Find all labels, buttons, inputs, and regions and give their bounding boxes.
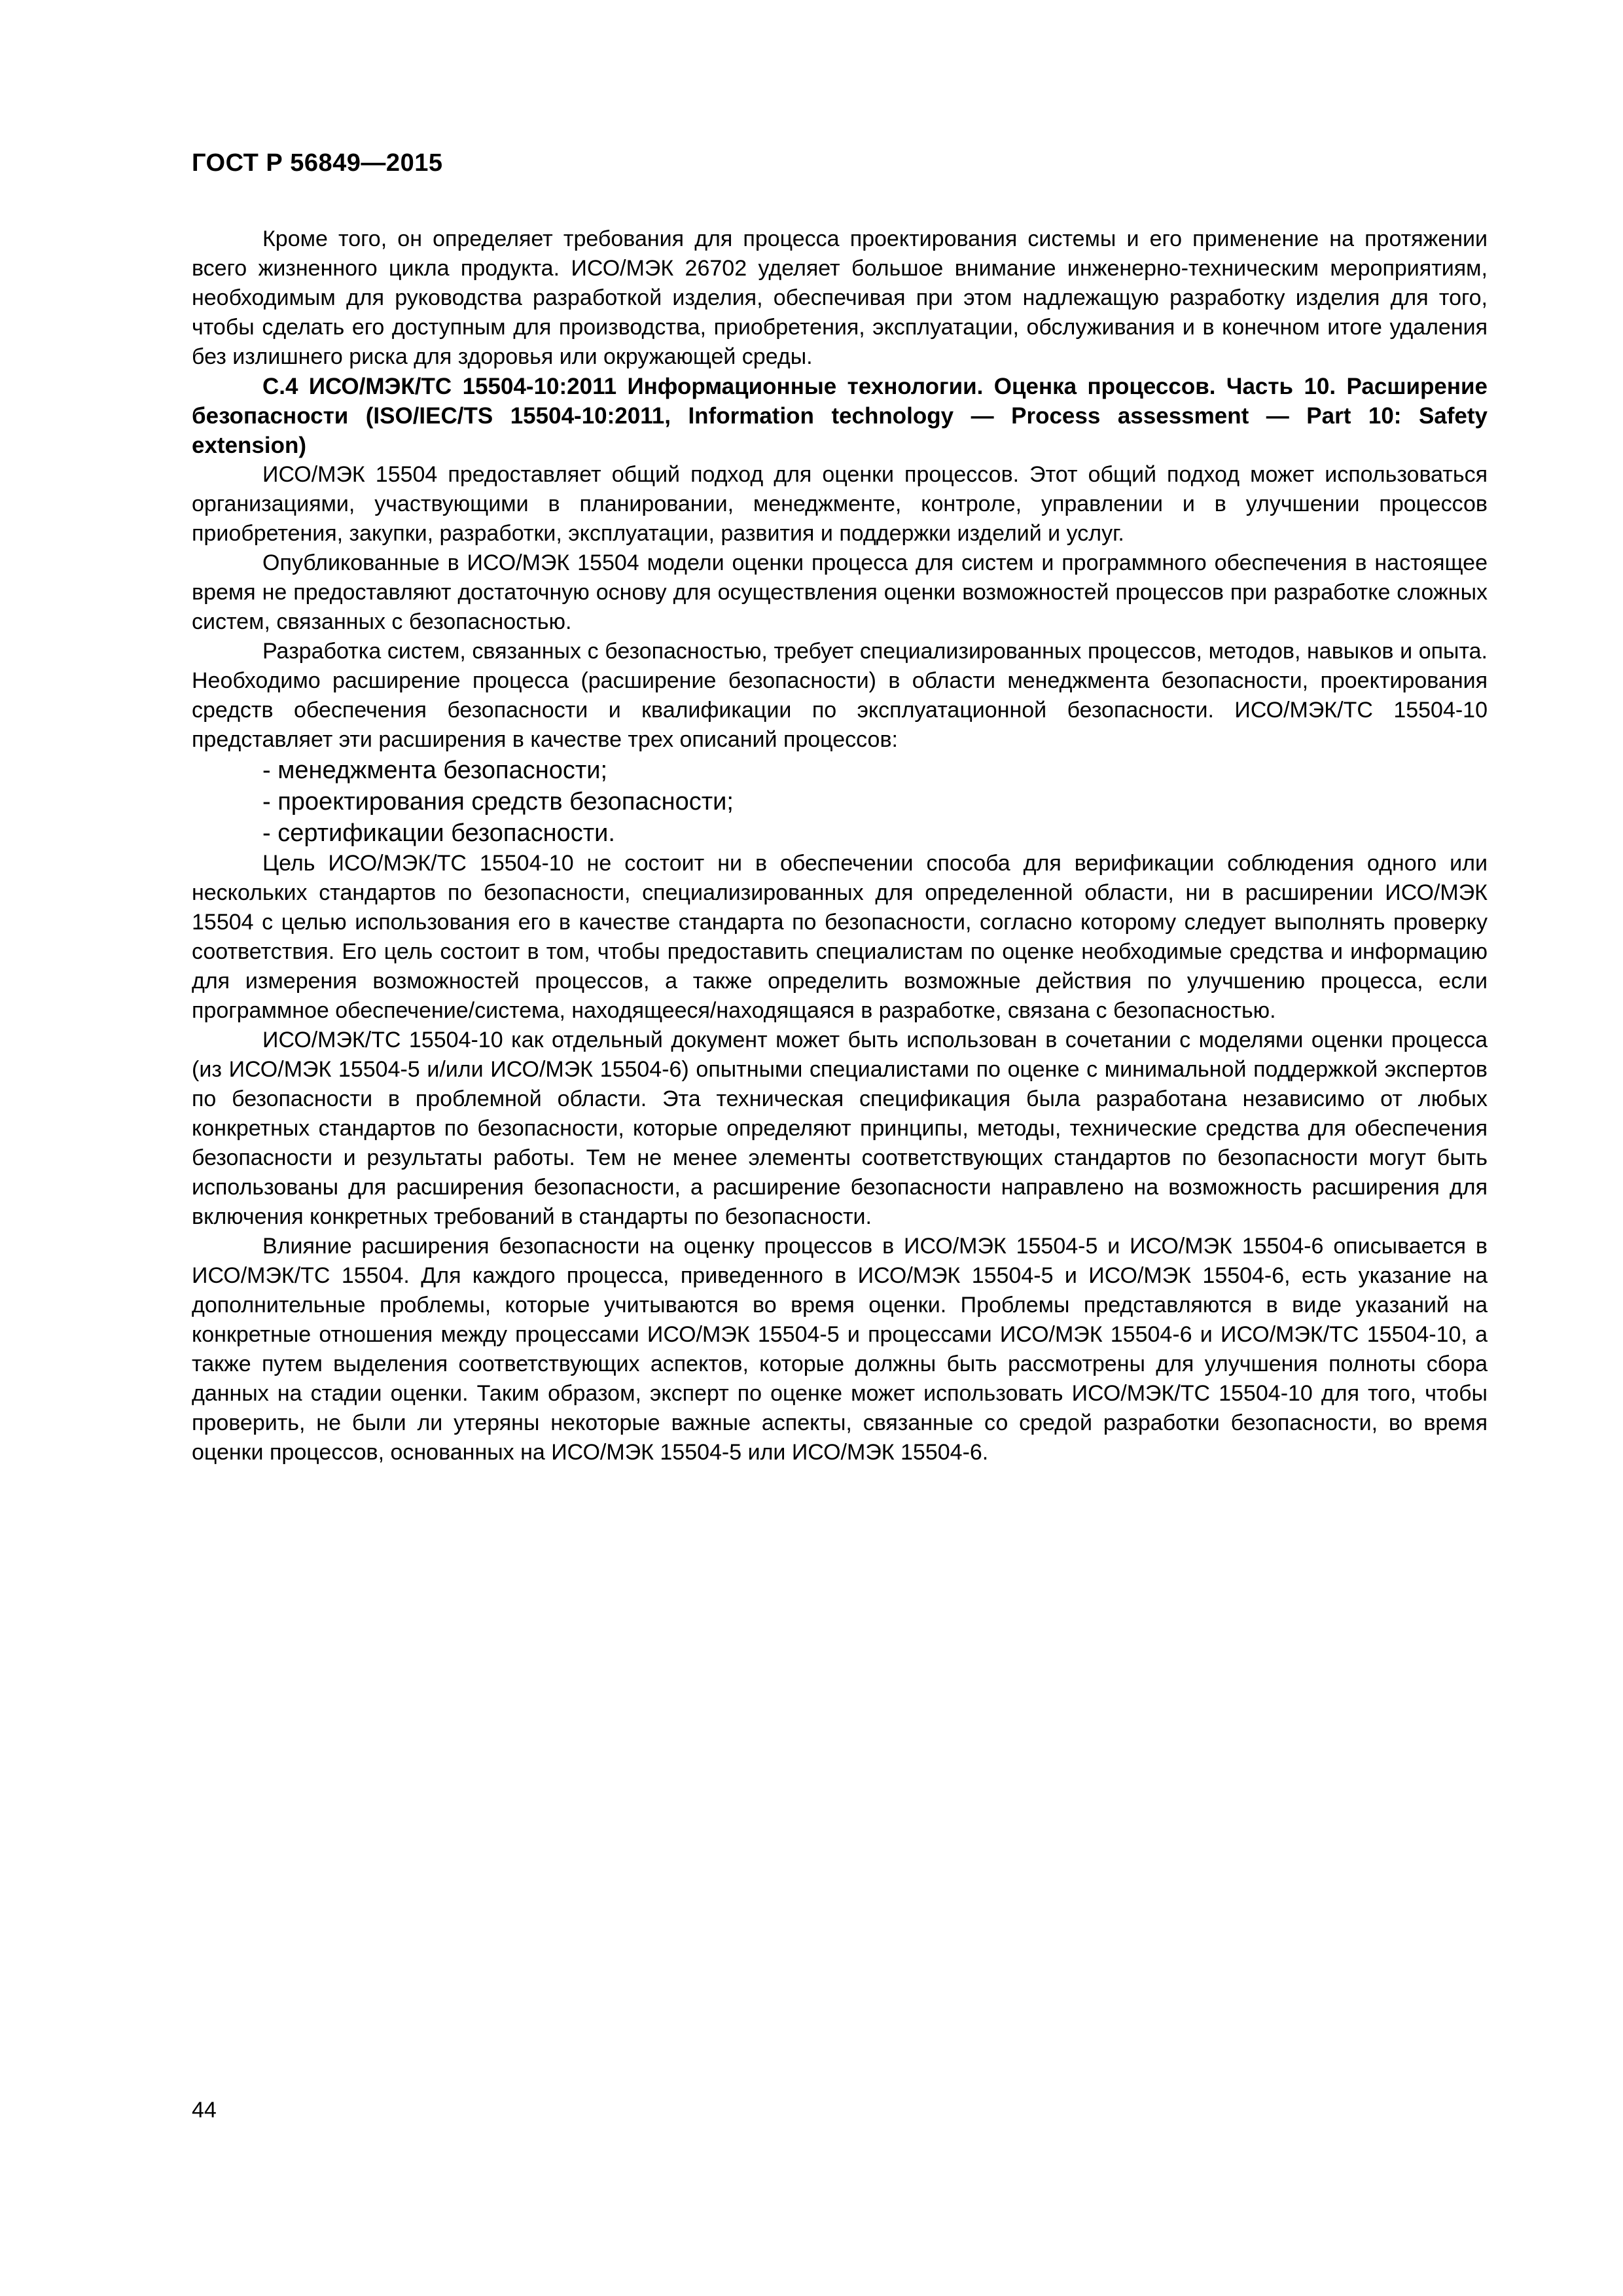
paragraph: Разработка систем, связанных с безопасностью, требует специализированных процессов, методов, навыков и опыта. Необходимо расширение процесса (расширение безопасности) в области менеджмента безопасности, проектирования средств обеспечения безопасности и квалификации по эксплуатационной безопасности. ИСО/МЭК/ТС 15504-10 представляет эти расширения в качестве трех описаний процессов: [192,639,1488,752]
paragraph: Опубликованные в ИСО/МЭК 15504 модели оценки процесса для систем и программного обеспечения в настоящее время не предоставляют достаточную основу для осуществления оценки возможностей процессов при разработке сложных систем, связанных с безопасностью. [192,550,1488,634]
paragraph-intro: Кроме того, он определяет требования для процесса проектирования системы и его применение на протяжении всего жизненного цикла продукта. ИСО/МЭК 26702 уделяет большое внимание инженерно-техническим мероприятиям, необходимым для руководства разработкой изделия, обеспечивая при этом надлежащую разработку изделия для того, чтобы сделать его доступным для производства, приобретения, эксплуатации, обслуживания и в конечном итоге удаления без излишнего риска для здоровья или окружающей среды. [192,226,1488,369]
paragraph: ИСО/МЭК 15504 предоставляет общий подход для оценки процессов. Этот общий подход может использоваться организациями, участвующими в планировании, менеджменте, контроле, управлении и в улучшении процессов приобретения, закупки, разработки, эксплуатации, развития и поддержки изделий и услуг. [192,462,1488,546]
page-number: 44 [192,2098,217,2123]
list-item: - сертификации безопасности. [262,819,615,847]
section-heading: С.4 ИСО/МЭК/ТС 15504-10:2011 Информационные технологии. Оценка процессов. Часть 10. Расширение безопасности (ISO/IEC/TS 15504-10:2011, Information technology — Process assessment — Part 10: Safety extension) [192,374,1488,458]
paragraph: ИСО/МЭК/ТС 15504-10 как отдельный документ может быть использован в сочетании с моделями оценки процесса (из ИСО/МЭК 15504-5 и/или ИСО/МЭК 15504-6) опытными специалистами по оценке с минимальной поддержкой экспертов по безопасности в проблемной области. Эта техническая спецификация была разработана независимо от любых конкретных стандартов по безопасности, которые определяют принципы, методы, технические средства для обеспечения безопасности и результаты работы. Тем не менее элементы соответствующих стандартов по безопасности могут быть использованы для расширения безопасности, а расширение безопасности направлено на возможность расширения для включения конкретных требований в стандарты по безопасности. [192,1028,1488,1229]
document-body [192,224,1488,1467]
paragraph: Влияние расширения безопасности на оценку процессов в ИСО/МЭК 15504-5 и ИСО/МЭК 15504-6 описывается в ИСО/МЭК/ТС 15504. Для каждого процесса, приведенного в ИСО/МЭК 15504-5 и ИСО/МЭК 15504-6, есть указание на дополнительные проблемы, которые учитываются во время оценки. Проблемы представляются в виде указаний на конкретные отношения между процессами ИСО/МЭК 15504-5 и процессами ИСО/МЭК 15504-6 и ИСО/МЭК/ТС 15504-10, а также путем выделения соответствующих аспектов, которые должны быть рассмотрены для улучшения полноты сбора данных на стадии оценки. Таким образом, эксперт по оценке может использовать ИСО/МЭК/ТС 15504-10 для того, чтобы проверить, не были ли утеряны некоторые важные аспекты, связанные со средой разработки безопасности, во время оценки процессов, основанных на ИСО/МЭК 15504-5 или ИСО/МЭК 15504-6. [192,1234,1488,1465]
list-item: - проектирования средств безопасности; [262,788,734,816]
document-header: ГОСТ Р 56849—2015 [192,149,443,177]
list-item: - менеджмента безопасности; [262,757,608,784]
paragraph: Цель ИСО/МЭК/ТС 15504-10 не состоит ни в обеспечении способа для верификации соблюдения одного или нескольких стандартов по безопасности, специализированных для определенной области, ни в расширении ИСО/МЭК 15504 с целью использования его в качестве стандарта по безопасности, согласно которому следует выполнять проверку соответствия. Его цель состоит в том, чтобы предоставить специалистам по оценке необходимые средства и информацию для измерения возможностей процессов, а также определить возможные действия по улучшению процесса, если программное обеспечение/система, находящееся/находящаяся в разработке, связана с безопасностью. [192,851,1488,1023]
